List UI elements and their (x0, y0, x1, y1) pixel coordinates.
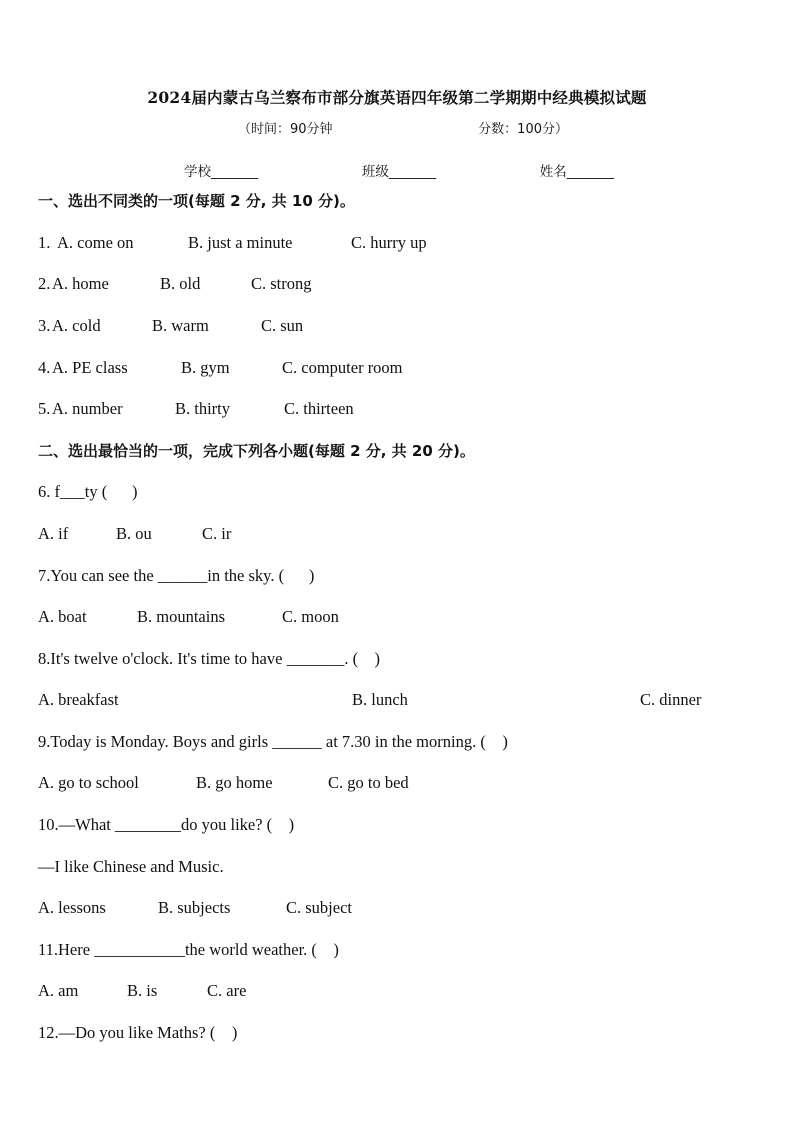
option-a: A. am (38, 981, 79, 1000)
option-b: B. ou (116, 524, 152, 543)
option-a: A. if (38, 524, 69, 543)
question-11-stem: 11.Here ___________the world weather. ( ) (38, 940, 339, 959)
question-number: 4. (38, 358, 51, 377)
option-b: B. mountains (137, 607, 226, 626)
option-c: C. strong (251, 274, 312, 293)
question-number: 2. (38, 274, 51, 293)
question-number: 1. (38, 233, 55, 252)
score-label: 分数：100分） (478, 122, 568, 137)
question-number: 3. (38, 316, 51, 335)
question-7-stem: 7.You can see the ______in the sky. ( ) (38, 566, 315, 585)
question-12-stem: 12.—Do you like Maths? ( ) (38, 1023, 238, 1042)
exam-title: 2024届内蒙古乌兰察布市部分旗英语四年级第二学期期中经典模拟试题 (147, 88, 647, 107)
option-a: A. number (52, 399, 123, 418)
option-c: C. dinner (640, 690, 702, 709)
option-b: B. warm (152, 316, 209, 335)
question-10-dialogue: —I like Chinese and Music. (38, 857, 224, 876)
exam-info (238, 118, 568, 137)
option-c: C. computer room (282, 358, 403, 377)
student-fields (184, 160, 614, 180)
question-8-stem: 8.It's twelve o'clock. It's time to have _______. ( ) (38, 649, 381, 668)
time-label: （时间：90分钟 (238, 122, 333, 137)
option-b: B. subjects (158, 898, 231, 917)
option-b: B. thirty (175, 399, 231, 418)
question-number: 5. (38, 399, 51, 418)
option-b: B. old (160, 274, 201, 293)
section-1-heading: 一、选出不同类的一项(每题 2 分, 共 10 分)。 (38, 192, 355, 210)
option-a: A. boat (38, 607, 87, 626)
option-c: C. hurry up (351, 233, 427, 252)
option-c: C. sun (261, 316, 304, 335)
option-b: B. is (127, 981, 158, 1000)
option-c: C. are (207, 981, 247, 1000)
school-field: 学校_______ (184, 164, 259, 180)
option-c: C. subject (286, 898, 352, 917)
class-field: 班级_______ (361, 164, 437, 180)
option-c: C. ir (202, 524, 232, 543)
name-field: 姓名_______ (539, 164, 614, 180)
question-10-stem: 10.—What ________do you like? ( ) (38, 815, 295, 834)
option-c: C. go to bed (328, 773, 409, 792)
option-c: C. thirteen (284, 399, 354, 418)
option-b: B. go home (196, 773, 273, 792)
option-b: B. gym (181, 358, 230, 377)
question-6-stem: 6. f___ty ( ) (38, 482, 138, 501)
option-a: A. lessons (38, 898, 106, 917)
option-b: B. lunch (352, 690, 408, 709)
option-a: A. go to school (38, 773, 139, 792)
option-a: A. come on (57, 233, 134, 252)
option-a: A. PE class (52, 358, 128, 377)
option-a: A. home (52, 274, 109, 293)
option-b: B. just a minute (188, 233, 293, 252)
option-a: A. cold (52, 316, 101, 335)
option-a: A. breakfast (38, 690, 119, 709)
option-c: C. moon (282, 607, 339, 626)
question-9-stem: 9.Today is Monday. Boys and girls ______ at 7.30 in the morning. ( ) (38, 732, 508, 751)
section-2-heading: 二、选出最恰当的一项，完成下列各小题(每题 2 分, 共 20 分)。 (38, 442, 475, 460)
